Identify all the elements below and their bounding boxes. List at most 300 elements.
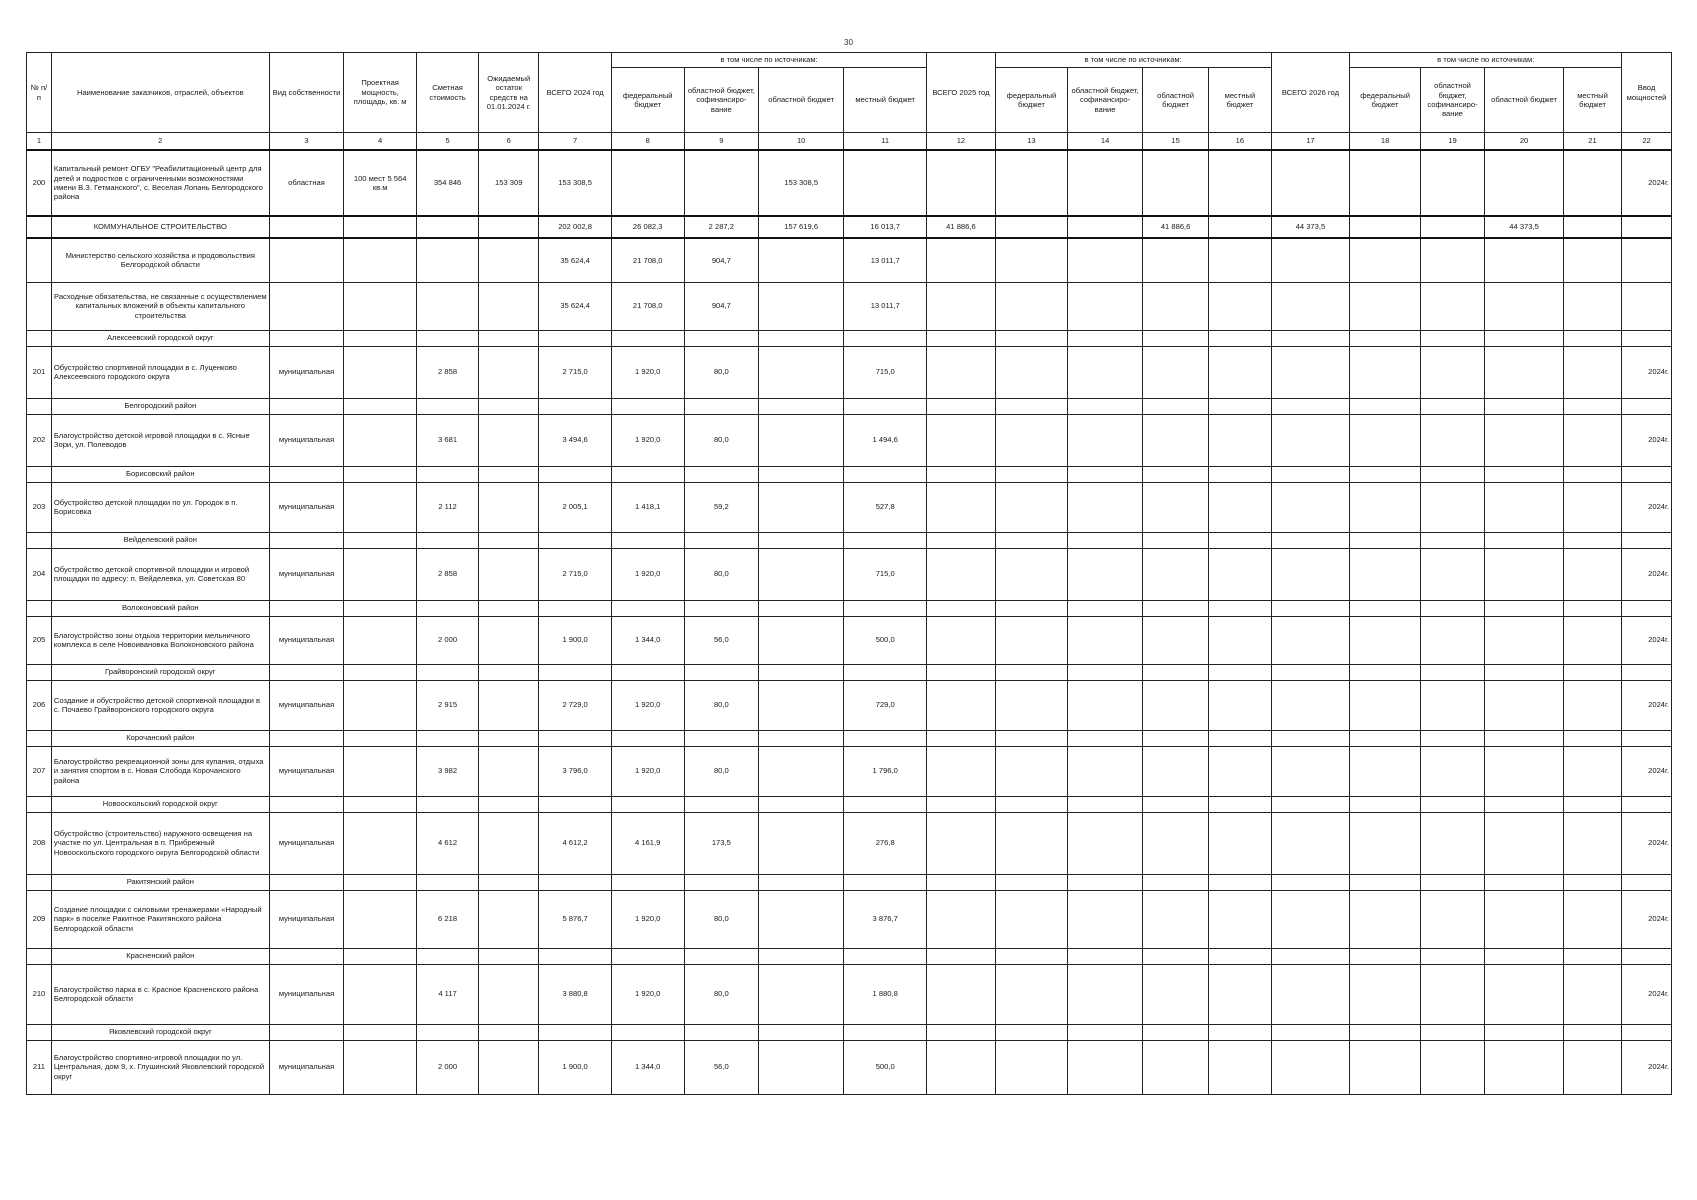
regional-2026-cell <box>1485 282 1564 330</box>
header-regional: областной бюджет <box>759 68 844 133</box>
empty-cell <box>416 948 478 964</box>
empty-cell <box>684 600 759 616</box>
empty-cell <box>759 466 844 482</box>
federal-2024-cell: 1 344,0 <box>611 1040 684 1094</box>
local-2024-cell: 729,0 <box>844 680 927 730</box>
regional-2025-cell <box>1142 890 1208 948</box>
federal-2025-cell <box>995 216 1068 238</box>
estimate-cost-cell: 3 982 <box>416 746 478 796</box>
regional-2026-cell <box>1485 482 1564 532</box>
remaining-funds-cell <box>479 482 539 532</box>
ownership-cell: муниципальная <box>269 680 344 730</box>
empty-cell <box>684 1024 759 1040</box>
total-2025-cell <box>927 346 995 398</box>
estimate-cost-cell <box>416 238 478 282</box>
federal-2026-cell <box>1350 964 1421 1024</box>
empty-cell <box>844 796 927 812</box>
empty-cell <box>1142 730 1208 746</box>
empty-cell <box>1209 664 1271 680</box>
empty-cell <box>844 532 927 548</box>
empty-cell <box>479 532 539 548</box>
empty-cell <box>611 330 684 346</box>
region-spacer <box>27 1024 52 1040</box>
total-2025-cell <box>927 548 995 600</box>
empty-cell <box>479 796 539 812</box>
ownership-cell: муниципальная <box>269 812 344 874</box>
empty-cell <box>995 532 1068 548</box>
total-2025-cell <box>927 890 995 948</box>
table-row <box>27 414 1672 466</box>
column-number: 3 <box>269 133 344 151</box>
regional-cofin-2026-cell <box>1420 890 1484 948</box>
regional-cofin-2026-cell <box>1420 616 1484 664</box>
column-number: 18 <box>1350 133 1421 151</box>
column-number: 4 <box>344 133 417 151</box>
regional-2025-cell <box>1142 282 1208 330</box>
empty-cell <box>759 532 844 548</box>
regional-cofin-2026-cell <box>1420 548 1484 600</box>
total-2026-cell <box>1271 414 1350 466</box>
empty-cell <box>759 398 844 414</box>
regional-cofin-2026-cell <box>1420 680 1484 730</box>
regional-2026-cell <box>1485 890 1564 948</box>
commissioning-year-cell: 2024г. <box>1622 680 1672 730</box>
empty-cell <box>1142 532 1208 548</box>
empty-cell <box>684 398 759 414</box>
empty-cell <box>1068 600 1143 616</box>
regional-2024-cell <box>759 890 844 948</box>
regional-cofin-2024-cell: 80,0 <box>684 414 759 466</box>
empty-cell <box>844 398 927 414</box>
empty-cell <box>1563 730 1621 746</box>
regional-cofin-2026-cell <box>1420 1040 1484 1094</box>
row-num-cell: 208 <box>27 812 52 874</box>
local-2026-cell <box>1563 150 1621 216</box>
local-2024-cell: 13 011,7 <box>844 282 927 330</box>
empty-cell <box>995 330 1068 346</box>
local-2025-cell <box>1209 346 1271 398</box>
ownership-cell: муниципальная <box>269 346 344 398</box>
regional-cofin-2024-cell: 80,0 <box>684 964 759 1024</box>
capacity-cell <box>344 964 417 1024</box>
federal-2026-cell <box>1350 1040 1421 1094</box>
empty-cell <box>684 532 759 548</box>
ownership-cell: муниципальная <box>269 890 344 948</box>
empty-cell <box>1622 874 1672 890</box>
empty-cell <box>927 664 995 680</box>
estimate-cost-cell: 2 112 <box>416 482 478 532</box>
empty-cell <box>479 398 539 414</box>
federal-2025-cell <box>995 548 1068 600</box>
empty-cell <box>1142 948 1208 964</box>
column-number: 16 <box>1209 133 1271 151</box>
regional-2025-cell <box>1142 482 1208 532</box>
regional-2026-cell <box>1485 1040 1564 1094</box>
regional-2025-cell <box>1142 964 1208 1024</box>
empty-cell <box>995 466 1068 482</box>
capacity-cell <box>344 346 417 398</box>
remaining-funds-cell <box>479 680 539 730</box>
local-2025-cell <box>1209 414 1271 466</box>
capacity-cell <box>344 890 417 948</box>
row-num-cell: 200 <box>27 150 52 216</box>
ownership-cell: муниципальная <box>269 548 344 600</box>
federal-2026-cell <box>1350 890 1421 948</box>
empty-cell <box>269 330 344 346</box>
empty-cell <box>844 664 927 680</box>
total-2024-cell: 2 729,0 <box>539 680 612 730</box>
region-title: Яковлевский городской округ <box>51 1024 269 1040</box>
header-ownership: Вид собственности <box>269 53 344 133</box>
regional-cofin-2026-cell <box>1420 238 1484 282</box>
empty-cell <box>1271 398 1350 414</box>
empty-cell <box>344 874 417 890</box>
empty-cell <box>927 948 995 964</box>
regional-2025-cell <box>1142 548 1208 600</box>
region-row <box>27 664 1672 680</box>
regional-2024-cell <box>759 548 844 600</box>
remaining-funds-cell <box>479 616 539 664</box>
local-2024-cell: 527,8 <box>844 482 927 532</box>
regional-cofin-2025-cell <box>1068 216 1143 238</box>
header-total-2026: ВСЕГО 2026 год <box>1271 53 1350 133</box>
empty-cell <box>269 466 344 482</box>
total-2026-cell <box>1271 812 1350 874</box>
empty-cell <box>995 664 1068 680</box>
local-2025-cell <box>1209 1040 1271 1094</box>
header-federal: федеральный бюджет <box>995 68 1068 133</box>
empty-cell <box>1563 948 1621 964</box>
local-2024-cell: 276,8 <box>844 812 927 874</box>
empty-cell <box>1563 600 1621 616</box>
empty-cell <box>1420 330 1484 346</box>
empty-cell <box>995 948 1068 964</box>
empty-cell <box>539 664 612 680</box>
empty-cell <box>416 874 478 890</box>
remaining-funds-cell <box>479 346 539 398</box>
object-name-cell: Благоустройство спортивно-игровой площадки по ул. Центральная, дом 9, х. Глушинский Яковлевский городской округ <box>51 1040 269 1094</box>
regional-2024-cell: 153 308,5 <box>759 150 844 216</box>
capacity-cell <box>344 482 417 532</box>
estimate-cost-cell: 2 858 <box>416 346 478 398</box>
empty-cell <box>611 796 684 812</box>
empty-cell <box>1350 1024 1421 1040</box>
header-total-2025: ВСЕГО 2025 год <box>927 53 995 133</box>
empty-cell <box>269 730 344 746</box>
empty-cell <box>344 398 417 414</box>
regional-2026-cell <box>1485 238 1564 282</box>
empty-cell <box>1350 398 1421 414</box>
regional-cofin-2024-cell: 80,0 <box>684 548 759 600</box>
estimate-cost-cell: 4 117 <box>416 964 478 1024</box>
capacity-cell <box>344 216 417 238</box>
commissioning-year-cell: 2024г. <box>1622 616 1672 664</box>
federal-2026-cell <box>1350 746 1421 796</box>
ownership-cell: муниципальная <box>269 1040 344 1094</box>
estimate-cost-cell: 3 681 <box>416 414 478 466</box>
empty-cell <box>344 948 417 964</box>
estimate-cost-cell: 2 000 <box>416 1040 478 1094</box>
local-2025-cell <box>1209 482 1271 532</box>
estimate-cost-cell: 354 846 <box>416 150 478 216</box>
column-number: 19 <box>1420 133 1484 151</box>
empty-cell <box>269 664 344 680</box>
estimate-cost-cell <box>416 282 478 330</box>
object-name-cell: Обустройство спортивной площадки в с. Луценково Алексеевского городского округа <box>51 346 269 398</box>
remaining-funds-cell <box>479 238 539 282</box>
empty-cell <box>416 796 478 812</box>
local-2024-cell: 13 011,7 <box>844 238 927 282</box>
regional-cofin-2025-cell <box>1068 346 1143 398</box>
local-2026-cell <box>1563 238 1621 282</box>
empty-cell <box>1068 730 1143 746</box>
remaining-funds-cell: 153 309 <box>479 150 539 216</box>
federal-2026-cell <box>1350 812 1421 874</box>
header-remaining: Ожидаемый остаток средств на 01.01.2024 г. <box>479 53 539 133</box>
local-2025-cell <box>1209 812 1271 874</box>
remaining-funds-cell <box>479 890 539 948</box>
regional-cofin-2025-cell <box>1068 890 1143 948</box>
federal-2024-cell: 1 344,0 <box>611 616 684 664</box>
ownership-cell: областная <box>269 150 344 216</box>
regional-2024-cell <box>759 414 844 466</box>
column-number: 21 <box>1563 133 1621 151</box>
empty-cell <box>344 330 417 346</box>
empty-cell <box>1420 600 1484 616</box>
capacity-cell <box>344 414 417 466</box>
empty-cell <box>844 948 927 964</box>
regional-2026-cell <box>1485 964 1564 1024</box>
empty-cell <box>1485 730 1564 746</box>
empty-cell <box>539 796 612 812</box>
regional-cofin-2024-cell: 80,0 <box>684 680 759 730</box>
ownership-cell <box>269 216 344 238</box>
empty-cell <box>1485 466 1564 482</box>
regional-2025-cell <box>1142 812 1208 874</box>
empty-cell <box>684 664 759 680</box>
empty-cell <box>1420 466 1484 482</box>
commissioning-year-cell: 2024г. <box>1622 482 1672 532</box>
empty-cell <box>1420 874 1484 890</box>
empty-cell <box>539 874 612 890</box>
object-name-cell: Благоустройство парка в с. Красное Красненского района Белгородской области <box>51 964 269 1024</box>
regional-cofin-2024-cell: 80,0 <box>684 346 759 398</box>
empty-cell <box>684 730 759 746</box>
empty-cell <box>539 330 612 346</box>
region-row <box>27 600 1672 616</box>
region-title: Корочанский район <box>51 730 269 746</box>
federal-2025-cell <box>995 680 1068 730</box>
empty-cell <box>759 948 844 964</box>
regional-cofin-2024-cell: 2 287,2 <box>684 216 759 238</box>
row-num-cell: 206 <box>27 680 52 730</box>
empty-cell <box>1271 874 1350 890</box>
regional-cofin-2024-cell: 80,0 <box>684 746 759 796</box>
ownership-cell: муниципальная <box>269 414 344 466</box>
estimate-cost-cell <box>416 216 478 238</box>
empty-cell <box>1622 796 1672 812</box>
total-2025-cell: 41 886,6 <box>927 216 995 238</box>
empty-cell <box>1209 874 1271 890</box>
capacity-cell: 100 мест 5 564 кв.м <box>344 150 417 216</box>
empty-cell <box>1420 398 1484 414</box>
row-num-cell: 211 <box>27 1040 52 1094</box>
column-number: 10 <box>759 133 844 151</box>
region-row <box>27 466 1672 482</box>
empty-cell <box>1350 600 1421 616</box>
total-2026-cell <box>1271 150 1350 216</box>
federal-2026-cell <box>1350 150 1421 216</box>
empty-cell <box>344 600 417 616</box>
column-number: 9 <box>684 133 759 151</box>
empty-cell <box>416 466 478 482</box>
total-2025-cell <box>927 414 995 466</box>
empty-cell <box>611 532 684 548</box>
header-regional-cofin: областной бюджет, софинансиро-вание <box>684 68 759 133</box>
region-title: Красненский район <box>51 948 269 964</box>
empty-cell <box>479 330 539 346</box>
empty-cell <box>1209 330 1271 346</box>
total-2026-cell <box>1271 616 1350 664</box>
group-row <box>27 238 1672 282</box>
commissioning-year-cell: 2024г. <box>1622 746 1672 796</box>
remaining-funds-cell <box>479 282 539 330</box>
empty-cell <box>844 730 927 746</box>
capacity-cell <box>344 746 417 796</box>
empty-cell <box>611 664 684 680</box>
empty-cell <box>1563 466 1621 482</box>
total-2024-cell: 1 900,0 <box>539 1040 612 1094</box>
page-number: 30 <box>844 38 853 47</box>
ownership-cell: муниципальная <box>269 746 344 796</box>
regional-2026-cell: 44 373,5 <box>1485 216 1564 238</box>
remaining-funds-cell <box>479 964 539 1024</box>
local-2024-cell: 500,0 <box>844 1040 927 1094</box>
capacity-cell <box>344 680 417 730</box>
remaining-funds-cell <box>479 216 539 238</box>
table-row <box>27 812 1672 874</box>
object-name-cell: Обустройство детской спортивной площадки и игровой площадки по адресу: п. Вейделевка, ул. Советская 80 <box>51 548 269 600</box>
column-number: 15 <box>1142 133 1208 151</box>
commissioning-year-cell <box>1622 238 1672 282</box>
empty-cell <box>844 874 927 890</box>
federal-2025-cell <box>995 890 1068 948</box>
header-total-2024: ВСЕГО 2024 год <box>539 53 612 133</box>
table-row <box>27 616 1672 664</box>
column-number: 6 <box>479 133 539 151</box>
header-capacity: Проектная мощность, площадь, кв. м <box>344 53 417 133</box>
empty-cell <box>1209 398 1271 414</box>
empty-cell <box>1350 948 1421 964</box>
table-row <box>27 746 1672 796</box>
empty-cell <box>1271 730 1350 746</box>
regional-cofin-2026-cell <box>1420 216 1484 238</box>
regional-cofin-2024-cell: 904,7 <box>684 282 759 330</box>
empty-cell <box>344 532 417 548</box>
region-row <box>27 330 1672 346</box>
empty-cell <box>759 600 844 616</box>
empty-cell <box>1068 664 1143 680</box>
column-number: 8 <box>611 133 684 151</box>
empty-cell <box>927 874 995 890</box>
capacity-cell <box>344 238 417 282</box>
commissioning-year-cell: 2024г. <box>1622 346 1672 398</box>
empty-cell <box>1622 664 1672 680</box>
regional-2026-cell <box>1485 414 1564 466</box>
local-2026-cell <box>1563 414 1621 466</box>
region-row <box>27 874 1672 890</box>
regional-cofin-2025-cell <box>1068 964 1143 1024</box>
federal-2025-cell <box>995 482 1068 532</box>
federal-2025-cell <box>995 346 1068 398</box>
row-num-cell <box>27 238 52 282</box>
table-body <box>27 133 1672 1095</box>
regional-2025-cell <box>1142 746 1208 796</box>
empty-cell <box>995 398 1068 414</box>
ownership-cell: муниципальная <box>269 964 344 1024</box>
empty-cell <box>416 664 478 680</box>
table-row <box>27 890 1672 948</box>
total-2025-cell <box>927 238 995 282</box>
commissioning-year-cell: 2024г. <box>1622 414 1672 466</box>
federal-2024-cell: 1 418,1 <box>611 482 684 532</box>
empty-cell <box>1142 1024 1208 1040</box>
commissioning-year-cell: 2024г. <box>1622 150 1672 216</box>
remaining-funds-cell <box>479 548 539 600</box>
empty-cell <box>1563 330 1621 346</box>
regional-cofin-2025-cell <box>1068 680 1143 730</box>
capacity-cell <box>344 616 417 664</box>
regional-2024-cell <box>759 746 844 796</box>
federal-2024-cell: 1 920,0 <box>611 346 684 398</box>
federal-2025-cell <box>995 812 1068 874</box>
empty-cell <box>995 600 1068 616</box>
regional-2024-cell <box>759 1040 844 1094</box>
header-local: местный бюджет <box>1563 68 1621 133</box>
table-row <box>27 964 1672 1024</box>
column-number: 14 <box>1068 133 1143 151</box>
local-2026-cell <box>1563 964 1621 1024</box>
object-name-cell: Благоустройство зоны отдыха территории мельничного комплекса в селе Новоивановка Волоконовского района <box>51 616 269 664</box>
local-2024-cell: 715,0 <box>844 346 927 398</box>
row-num-cell: 209 <box>27 890 52 948</box>
region-title: Ракитянский район <box>51 874 269 890</box>
empty-cell <box>1209 1024 1271 1040</box>
local-2025-cell <box>1209 616 1271 664</box>
federal-2024-cell: 26 082,3 <box>611 216 684 238</box>
federal-2024-cell: 4 161,9 <box>611 812 684 874</box>
empty-cell <box>1068 1024 1143 1040</box>
empty-cell <box>1485 664 1564 680</box>
federal-2026-cell <box>1350 414 1421 466</box>
federal-2025-cell <box>995 616 1068 664</box>
local-2024-cell: 500,0 <box>844 616 927 664</box>
header-local: местный бюджет <box>1209 68 1271 133</box>
region-spacer <box>27 730 52 746</box>
commissioning-year-cell: 2024г. <box>1622 812 1672 874</box>
row-num-cell: 205 <box>27 616 52 664</box>
commissioning-year-cell: 2024г. <box>1622 548 1672 600</box>
region-title: Борисовский район <box>51 466 269 482</box>
federal-2025-cell <box>995 746 1068 796</box>
empty-cell <box>479 874 539 890</box>
empty-cell <box>1420 664 1484 680</box>
empty-cell <box>479 466 539 482</box>
empty-cell <box>1271 796 1350 812</box>
empty-cell <box>759 664 844 680</box>
local-2026-cell <box>1563 216 1621 238</box>
total-2026-cell <box>1271 680 1350 730</box>
